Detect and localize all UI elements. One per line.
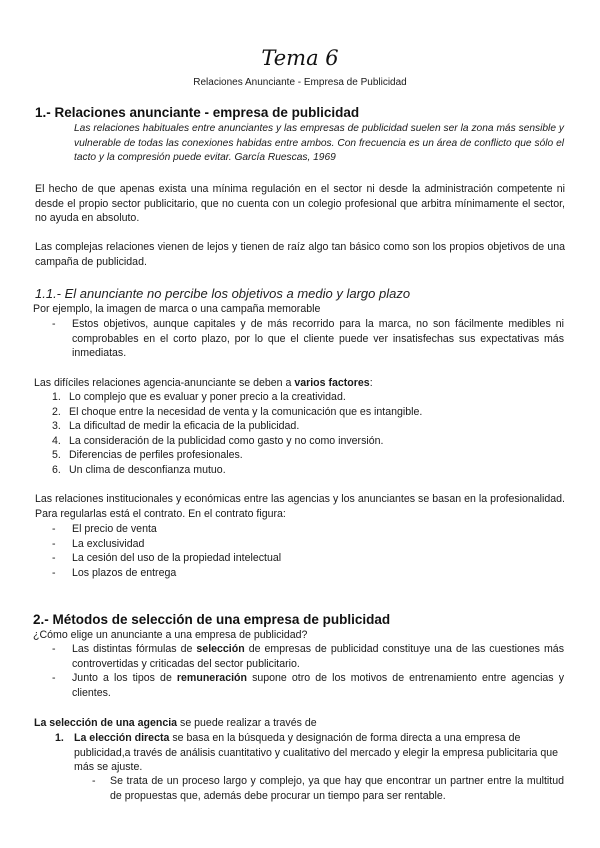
objectives-list xyxy=(38,317,564,361)
section-1-1-heading: 1.1.- El anunciante no percibe los objetivos a medio y largo plazo xyxy=(35,286,411,301)
factors-list xyxy=(38,390,568,477)
list-item: - Se trata de un proceso largo y complejo, ya que hay que encontrar un partner entre la multitud de propuestas que, además debe procurar un tiempo para ser rentable. xyxy=(92,775,564,802)
list-item: 2. El choque entre la necesidad de venta y la comunicación que es intangible. xyxy=(52,405,423,418)
institutional-paragraph: Las relaciones institucionales y económicas entre las agencias y los anunciantes se basan en la profesionalidad. Para regularlas está el contrato. En el contrato figura: xyxy=(35,493,565,520)
section-1-heading: 1.- Relaciones anunciante - empresa de publicidad xyxy=(35,105,360,120)
contract-list xyxy=(38,522,568,580)
section-1-paragraph-1: El hecho de que apenas exista una mínima regulación en el sector ni desde la administración competente ni desde el propio sector publicitario, que no cuenta con un colegio profesional que arbitra mínimamente el sector, no ayuda en absoluto. xyxy=(35,183,565,224)
list-item: 1. La elección directa se basa en la búsqueda y designación de forma directa a una empresa de publicidad,a través de análisis cuantitativo y cualitativo del mercado y elegir la empresa publicitaria que más se ajuste. xyxy=(55,732,559,773)
direct-election-sublist xyxy=(38,774,564,803)
list-item: - Las distintas fórmulas de selección de empresas de publicidad constituye una de las cuestiones más controvertidas y criticadas del sector publicitario. xyxy=(52,643,564,670)
list-item: - La exclusividad xyxy=(52,537,145,550)
selection-methods-list xyxy=(38,731,562,775)
factors-intro: Las difíciles relaciones agencia-anunciante se deben a varios factores: xyxy=(34,377,373,389)
list-item: - Estos objetivos, aunque capitales y de más recorrido para la marca, no son fácilmente medibles ni comprobables en el corto plazo, por lo que el cliente puede ver insatisfechas sus expectativas más inmediatas. xyxy=(52,318,564,359)
section-1-1-intro: Por ejemplo, la imagen de marca o una campaña memorable xyxy=(33,303,321,315)
list-item: - Junto a los tipos de remuneración supone otro de los motivos de entrenamiento entre agencias y clientes. xyxy=(52,672,564,699)
section-2-heading: 2.- Métodos de selección de una empresa de publicidad xyxy=(33,612,391,627)
list-item: 1. Lo complejo que es evaluar y poner precio a la creatividad. xyxy=(52,391,346,403)
list-item: - La cesión del uso de la propiedad intelectual xyxy=(52,552,282,564)
page-title: Tema 6 xyxy=(261,46,339,70)
list-item: 5. Diferencias de perfiles profesionales. xyxy=(52,449,243,461)
section-1-quote: Las relaciones habituales entre anunciantes y las empresas de publicidad suelen ser la zona más sensible y vulnerable de todas las conexiones habidas entre ambos. Con frecuencia es un área de conflicto que sólo el tacto y la compresión puede evitar. García Ruescas, 1969 xyxy=(74,123,564,163)
list-item: 3. La dificultad de medir la eficacia de la publicidad. xyxy=(52,420,300,432)
page-subtitle: Relaciones Anunciante - Empresa de Publicidad xyxy=(193,77,407,88)
section-2-question: ¿Cómo elige un anunciante a una empresa de publicidad? xyxy=(33,629,308,641)
list-item: - Los plazos de entrega xyxy=(52,566,177,579)
section-1-paragraph-2: Las complejas relaciones vienen de lejos y tienen de raíz algo tan básico como son los propios objetivos de una campaña de publicidad. xyxy=(35,241,565,268)
selection-list xyxy=(38,642,564,700)
list-item: - El precio de venta xyxy=(52,523,157,535)
selection-intro: La selección de una agencia se puede realizar a través de xyxy=(34,717,317,729)
list-item: 6. Un clima de desconfianza mutuo. xyxy=(52,463,226,476)
list-item: 4. La consideración de la publicidad como gasto y no como inversión. xyxy=(52,434,384,447)
